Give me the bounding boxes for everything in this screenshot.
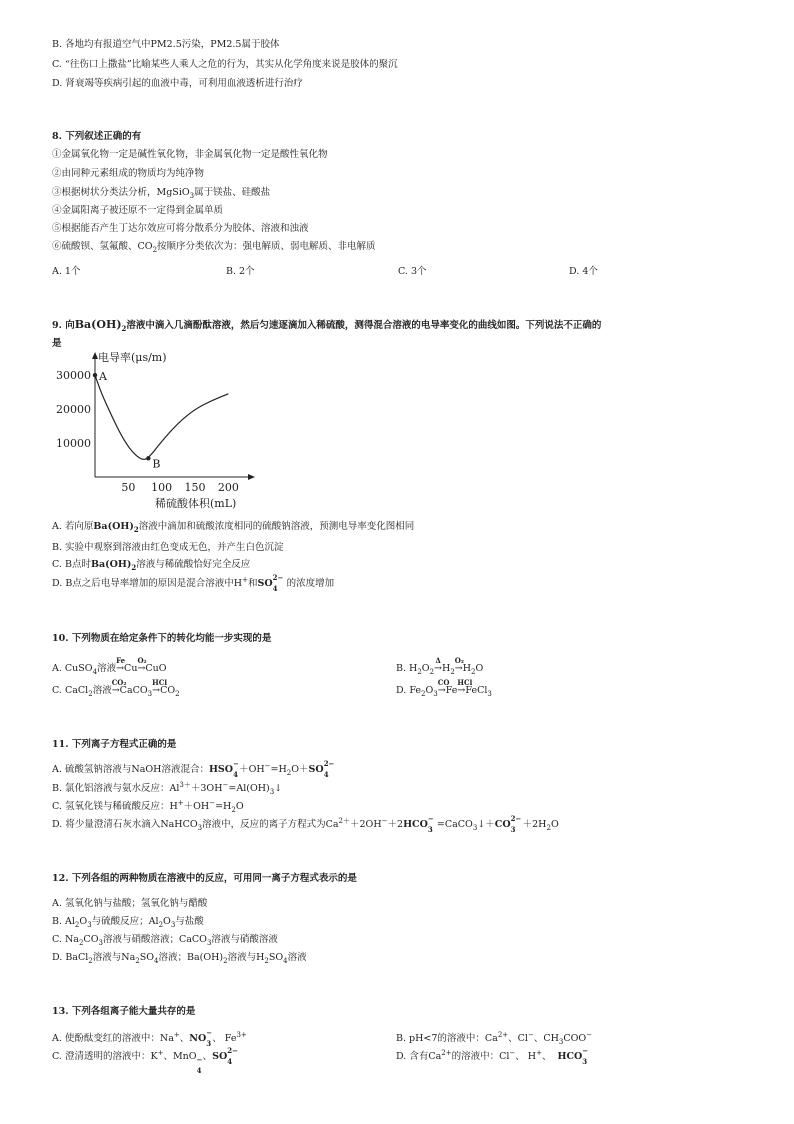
q9-title-c: 是	[52, 338, 62, 349]
q10-a-mid: 溶液	[97, 663, 117, 674]
q9-d-sulfate	[257, 573, 284, 593]
q12-b-mid: 与硫酸反应；Al	[91, 916, 159, 927]
q11-d-co-sup: 2−	[510, 814, 522, 823]
q11-option-c[interactable]	[52, 800, 244, 814]
q10-a-arrow-1: Fe →	[116, 656, 126, 674]
y-tick-label: 10000	[56, 437, 91, 451]
q11-d-pre: D. 将少量澄清石灰水滴入NaHCO	[52, 819, 198, 830]
q13-c-so4	[212, 1046, 238, 1066]
q9-a-baoh: Ba(OH)	[93, 521, 134, 532]
q9-d-and: 和	[247, 578, 258, 589]
q13-a-no3	[189, 1028, 213, 1048]
q9-baoh: Ba(OH)	[74, 318, 122, 331]
q10-a-cond-2: O₂	[137, 656, 147, 665]
q8-option-d[interactable]: D. 4个	[569, 266, 598, 277]
q10-c-pre: C. CaCl	[52, 685, 89, 696]
q10-d-p2: Fe	[445, 685, 458, 696]
q13-a-pre: A. 使酚酞变红的溶液中：Na	[52, 1033, 174, 1044]
q12-c-s3: 3	[206, 938, 212, 947]
q12-b-s3: 2	[158, 920, 164, 929]
q8-option-b[interactable]: B. 2个	[226, 266, 255, 277]
x-axis-label: 稀硫酸体积(mL)	[155, 497, 237, 510]
q10-b-pre: B. H	[396, 663, 418, 674]
q10-c-p3: CO	[160, 685, 176, 696]
q9-d-so: SO	[257, 578, 273, 589]
q9-c-post: 溶液与稀硫酸恰好完全反应	[136, 559, 251, 570]
q12-d-m3: 溶液与H	[227, 952, 265, 963]
q10-b-s4: 2	[471, 667, 476, 676]
q12-option-c[interactable]	[52, 933, 278, 947]
q13-d-hco3	[557, 1046, 589, 1066]
q13-c-mn-sub: 4	[196, 1066, 202, 1075]
q11-b-sup: 3＋	[179, 780, 191, 789]
conductivity-curve	[95, 375, 228, 459]
q13-c-comma: 、	[202, 1051, 213, 1062]
q10-c-cond-2: HCl	[152, 678, 167, 687]
x-axis-arrow	[248, 474, 255, 480]
q12-d-s1: 2	[88, 956, 93, 965]
q11-d-m4: =CaCO	[433, 819, 473, 830]
q11-d-m7: O	[550, 819, 559, 830]
q11-d-caco-sub: 3	[472, 823, 478, 832]
q10-b-arrow-1: Δ →	[434, 656, 443, 674]
q9-d-post: 的浓度增加	[286, 578, 335, 589]
q10-c-cond-1: CO₂	[111, 678, 127, 687]
q11-d-hco3	[403, 814, 434, 834]
q10-option-b[interactable]	[396, 656, 484, 676]
q10-a-p2: Cu	[124, 663, 138, 674]
q8-statement-6	[52, 240, 376, 254]
q8-statement-1: ①金属氧化物一定是碱性氧化物，非金属氧化物一定是酸性氧化物	[52, 149, 328, 160]
q13-d-hco-sub: 3	[582, 1057, 588, 1066]
q8-s6-a: ⑥硫酸钡、氢氟酸、CO	[52, 241, 153, 252]
q11-a-so4	[308, 759, 335, 779]
q8-s6-sub: 2	[152, 245, 158, 254]
q12-d-s3: 4	[154, 956, 159, 965]
q9-a-baoh-sub: 2	[133, 524, 139, 534]
q12-d-m4: SO	[268, 952, 284, 963]
q12-d-m2: 溶液；Ba(OH)	[158, 952, 224, 963]
q11-d-m3: ＋2	[387, 819, 404, 830]
q10-d-p3: FeCl	[465, 685, 488, 696]
q10-d-arrow-2: HCl →	[457, 678, 473, 696]
q12-d-end: 溶液	[287, 952, 307, 963]
q10-b-cond-2: O₂	[454, 656, 464, 665]
q12-c-end: 溶液与硝酸溶液	[211, 934, 278, 945]
q11-c-end: =H	[215, 801, 232, 812]
q12-option-b[interactable]	[52, 915, 204, 929]
q12-b-s4: 3	[170, 920, 176, 929]
q13-b-ca-sup: 2+	[497, 1030, 509, 1039]
q11-c-mid: ＋OH	[183, 801, 210, 812]
q10-option-d[interactable]	[396, 678, 492, 698]
q12-c-mid: 溶液与硝酸溶液；CaCO	[102, 934, 207, 945]
q8-statement-3	[52, 186, 270, 200]
q8-option-c[interactable]: C. 3个	[398, 266, 427, 277]
q11-a-so-sub: 4	[323, 770, 329, 779]
q12-b-end: 与盐酸	[175, 916, 204, 927]
q13-a-comma: 、	[179, 1033, 190, 1044]
q12-option-a[interactable]: A. 氢氧化钠与盐酸；氢氧化钠与醋酸	[52, 898, 208, 909]
q13-d-cl-sup: −	[509, 1048, 516, 1057]
q11-d-m2: ＋2OH	[350, 819, 382, 830]
q11-a-tail: O＋	[291, 764, 309, 775]
q13-c-so-sup: 2−	[227, 1046, 238, 1055]
q13-d-pre: D. 含有Ca	[396, 1051, 442, 1062]
q13-option-c[interactable]	[52, 1046, 238, 1075]
chart-axes	[56, 352, 255, 510]
q13-option-a[interactable]	[52, 1028, 247, 1048]
q11-option-d[interactable]	[52, 814, 559, 834]
q8-s3-a: ③根据树状分类法分析，MgSiO	[52, 187, 190, 198]
q13-a-no-sup: −	[206, 1028, 213, 1037]
q11-b-oh-sup: −	[222, 780, 229, 789]
q8-title: 8. 下列叙述正确的有	[52, 131, 142, 142]
q13-d-h-sup: +	[536, 1048, 542, 1057]
y-tick-label: 20000	[56, 403, 91, 417]
q12-d-s5: 2	[264, 956, 269, 965]
q9-a-post: 溶液中滴加和硫酸浓度相同的硫酸钠溶液，预测电导率变化图相同	[138, 521, 415, 532]
q9-title	[52, 318, 601, 333]
q11-d-co-sub: 3	[510, 825, 516, 834]
q10-c-mid: 溶液	[92, 685, 112, 696]
point-label-b: B	[152, 457, 161, 471]
q13-b-coo-sup: −	[586, 1030, 593, 1039]
q13-option-d[interactable]	[396, 1046, 589, 1066]
q11-d-ca-sup: 2＋	[338, 816, 351, 825]
q9-title-a: 9. 向	[52, 320, 75, 331]
x-tick-label: 50	[121, 481, 136, 494]
q13-c-mn-sup: −	[196, 1055, 203, 1064]
q10-a-s: 4	[92, 667, 98, 676]
q13-c-so: SO	[212, 1051, 228, 1062]
q13-b-pre: B. pH<7的溶液中：Ca	[396, 1033, 498, 1044]
q13-option-b[interactable]	[396, 1032, 592, 1046]
q13-a-no-sub: 3	[206, 1039, 212, 1048]
q13-b-coo: COO	[563, 1033, 587, 1044]
q13-b-mid: 、Cl	[508, 1033, 528, 1044]
q11-a-oh-sup: −	[264, 761, 271, 770]
q10-d-pre: D. Fe	[396, 685, 422, 696]
q10-b-cond-1: Δ	[435, 656, 441, 665]
q10-a-pre: A. CuSO	[52, 663, 93, 674]
q13-d-mid: 的溶液中：Cl	[451, 1051, 510, 1062]
q12-d-s6: 4	[283, 956, 288, 965]
q9-a-pre: A. 若向原	[52, 521, 94, 532]
q11-a-hso-sub: 4	[233, 770, 238, 779]
q11-option-b[interactable]	[52, 782, 282, 796]
y-axis-label: 电导率(μs/m)	[98, 352, 167, 364]
q13-b-cl-sup: −	[527, 1030, 534, 1039]
q13-c-so-sub: 4	[227, 1057, 233, 1066]
q11-b-pre: B. 氯化铝溶液与氨水反应：Al	[52, 783, 180, 794]
q11-d-hco-sup: −	[427, 814, 434, 823]
q10-title: 10. 下列物质在给定条件下的转化均能一步实现的是	[52, 633, 272, 644]
q7-option-b[interactable]: B. 各地均有报道空气中PM2.5污染，PM2.5属于胶体	[52, 39, 280, 50]
q12-d-s4: 2	[223, 956, 228, 965]
q11-option-a[interactable]	[52, 759, 335, 779]
q8-statement-4: ④金属阳离子被还原不一定得到金属单质	[52, 205, 224, 216]
q13-c-k-sup: +	[157, 1048, 164, 1057]
q10-a-cond-1: Fe	[116, 656, 126, 665]
q10-c-p2: CaCO	[119, 685, 148, 696]
q11-a-so: SO	[308, 764, 324, 775]
q10-b-s1: 2	[417, 667, 422, 676]
q13-d-comma: 、	[541, 1051, 552, 1062]
q10-c-arrow-1: CO₂ →	[111, 678, 127, 696]
q11-a-so-sup: 2−	[323, 759, 335, 768]
q11-b-end: =Al(OH)	[228, 783, 270, 794]
q10-d-s2: 3	[433, 689, 438, 698]
x-tick-label: 200	[217, 481, 239, 494]
q11-d-co3	[494, 814, 522, 834]
q11-d-m6: ＋2H	[522, 819, 547, 830]
q13-d-hco-sup: −	[582, 1046, 589, 1055]
q11-d-sub: 3	[197, 823, 203, 832]
q10-d-o: O	[425, 685, 434, 696]
q11-d-hco: HCO	[403, 819, 428, 830]
q13-title: 13. 下列各组离子能大量共存的是	[52, 1006, 196, 1017]
q10-b-p4: O	[475, 663, 484, 674]
q11-a-mid: ＋OH	[239, 764, 265, 775]
q8-option-a[interactable]: A. 1个	[52, 266, 81, 277]
q11-a-end: =H	[270, 764, 287, 775]
q12-b-o2: O	[163, 916, 171, 927]
q9-option-d[interactable]	[52, 573, 335, 593]
q10-d-s3: 3	[487, 689, 492, 698]
point-b	[146, 456, 150, 460]
q11-d-h2-sub: 2	[546, 823, 551, 832]
q9-d-pre: D. B点之后电导率增加的原因是混合溶液中H	[52, 578, 243, 589]
q13-d-hco: HCO	[557, 1051, 583, 1062]
q10-d-arrow-1: CO →	[437, 678, 450, 696]
q12-d-s2: 2	[135, 956, 140, 965]
q9-option-c[interactable]	[52, 558, 250, 572]
q9-title-b: 溶液中滴入几滴酚酞溶液，然后匀速逐滴加入稀硫酸，测得混合溶液的电导率变化的曲线如图。下列说法不正确的	[126, 320, 602, 331]
q12-c-s1: 2	[78, 938, 84, 947]
q11-b-sub: 3	[269, 787, 275, 796]
q13-c-pre: C. 澄清透明的溶液中：K	[52, 1051, 158, 1062]
q9-d-so-sup: 2−	[272, 573, 284, 582]
q12-d-so: SO	[139, 952, 154, 963]
q8-s3-sub: 3	[189, 191, 195, 200]
q13-c-mn: 、MnO	[163, 1051, 197, 1062]
q10-c-s2: 3	[147, 689, 153, 698]
q13-b-end: 、CH	[533, 1033, 559, 1044]
q11-d-oh-sup: −	[381, 816, 388, 825]
q10-b-o: O	[421, 663, 430, 674]
q12-c-pre: C. Na	[52, 934, 79, 945]
q11-a-hso-sup: −	[233, 759, 239, 768]
q12-b-s1: 2	[74, 920, 80, 929]
q11-a-h-sub: 2	[286, 768, 292, 777]
q8-statement-2: ②由同种元素组成的物质均为纯净物	[52, 168, 205, 179]
q8-statement-5: ⑤根据能否产生丁达尔效应可将分散系分为胶体、溶液和浊液	[52, 223, 309, 234]
q13-a-na-sup: +	[173, 1030, 180, 1039]
q13-a-fe: 、 Fe	[212, 1033, 237, 1044]
q9-d-plus: +	[242, 575, 248, 584]
q13-a-no: NO	[189, 1033, 207, 1044]
q11-c-pre: C. 氢氧化镁与稀硫酸反应：H	[52, 801, 178, 812]
x-tick-label: 100	[151, 481, 173, 494]
q7-option-d[interactable]: D. 肾衰竭等疾病引起的血液中毒，可利用血液透析进行治疗	[52, 78, 303, 89]
chart-marks	[93, 370, 229, 470]
q10-d-cond-2: HCl	[457, 678, 473, 687]
q10-d-cond-1: CO	[437, 678, 450, 687]
q12-d-mid: 溶液与Na	[92, 952, 136, 963]
point-a	[93, 373, 97, 377]
x-tick-label: 150	[184, 481, 206, 494]
q11-d-mid: 溶液中，反应的离子方程式为Ca	[202, 819, 339, 830]
q10-a-arrow-2: O₂ →	[137, 656, 147, 674]
q13-d-ca-sup: 2+	[441, 1048, 452, 1057]
q11-a-hso4	[208, 759, 239, 779]
q10-b-s3: 2	[450, 667, 455, 676]
q11-c-sub: 2	[231, 805, 236, 814]
q11-title: 11. 下列离子方程式正确的是	[52, 739, 177, 750]
q10-b-s2: 2	[429, 667, 435, 676]
q9-d-so-sub: 4	[272, 584, 278, 593]
q12-title: 12. 下列各组的两种物质在溶液中的反应，可用同一离子方程式表示的是	[52, 873, 357, 884]
point-label-a: A	[99, 370, 107, 384]
q12-option-d[interactable]	[52, 951, 307, 965]
q10-c-s3: 2	[175, 689, 180, 698]
q9-option-b[interactable]: B. 实验中观察到溶液由红色变成无色，并产生白色沉淀	[52, 542, 284, 553]
q11-d-co: CO	[494, 819, 511, 830]
q11-c-tail: O	[235, 801, 244, 812]
q10-b-p2: H	[442, 663, 451, 674]
q8-s3-b: 属于镁盐、硅酸盐	[194, 187, 271, 198]
q10-option-c[interactable]	[52, 678, 180, 698]
q11-d-m5: ↓＋	[477, 819, 495, 830]
q11-a-pre: A. 硫酸氢钠溶液与NaOH溶液混合：	[52, 764, 209, 775]
q13-b-sub: 3	[558, 1037, 564, 1046]
q12-b-s2: 3	[87, 920, 92, 929]
q9-c-pre: C. B点时	[52, 559, 91, 570]
q11-d-hco-sub: 3	[427, 825, 433, 834]
q12-c-s2: 3	[98, 938, 103, 947]
q12-b-o: O	[79, 916, 88, 927]
q13-a-fe-sup: 3+	[236, 1030, 247, 1039]
q12-b-pre: B. Al	[52, 916, 75, 927]
q9-c-baoh: Ba(OH)	[90, 559, 132, 570]
q11-c-h-sup: +	[177, 798, 184, 807]
q9-option-a[interactable]	[52, 520, 414, 534]
q10-c-s: 2	[88, 689, 93, 698]
q11-b-mid: ＋3OH	[190, 783, 223, 794]
q9-conductivity-chart	[52, 352, 302, 512]
q12-c-co: CO	[83, 934, 99, 945]
q10-d-s1: 2	[421, 689, 426, 698]
q13-d-h: 、 H	[515, 1051, 537, 1062]
q11-a-hso: HSO	[208, 764, 234, 775]
q10-b-arrow-2: O₂ →	[454, 656, 464, 674]
y-tick-label: 30000	[56, 369, 91, 383]
q7-option-c[interactable]: C. “往伤口上撒盐”比喻某些人乘人之危的行为，其实从化学角度来说是胶体的聚沉	[52, 59, 398, 70]
q8-s6-b: 按顺序分类依次为：强电解质、弱电解质、非电解质	[157, 241, 376, 252]
q11-b-tail: ↓	[274, 783, 283, 794]
q10-option-a[interactable]	[52, 656, 167, 676]
q12-d-pre: D. BaCl	[52, 952, 89, 963]
q10-b-p3: H	[462, 663, 472, 674]
q9-baoh-sub: 2	[121, 323, 127, 333]
q10-a-p3: CuO	[145, 663, 167, 674]
q11-c-oh-sup: −	[209, 798, 216, 807]
q10-c-arrow-2: HCl →	[152, 678, 167, 696]
q9-c-baoh-sub: 2	[131, 562, 137, 572]
